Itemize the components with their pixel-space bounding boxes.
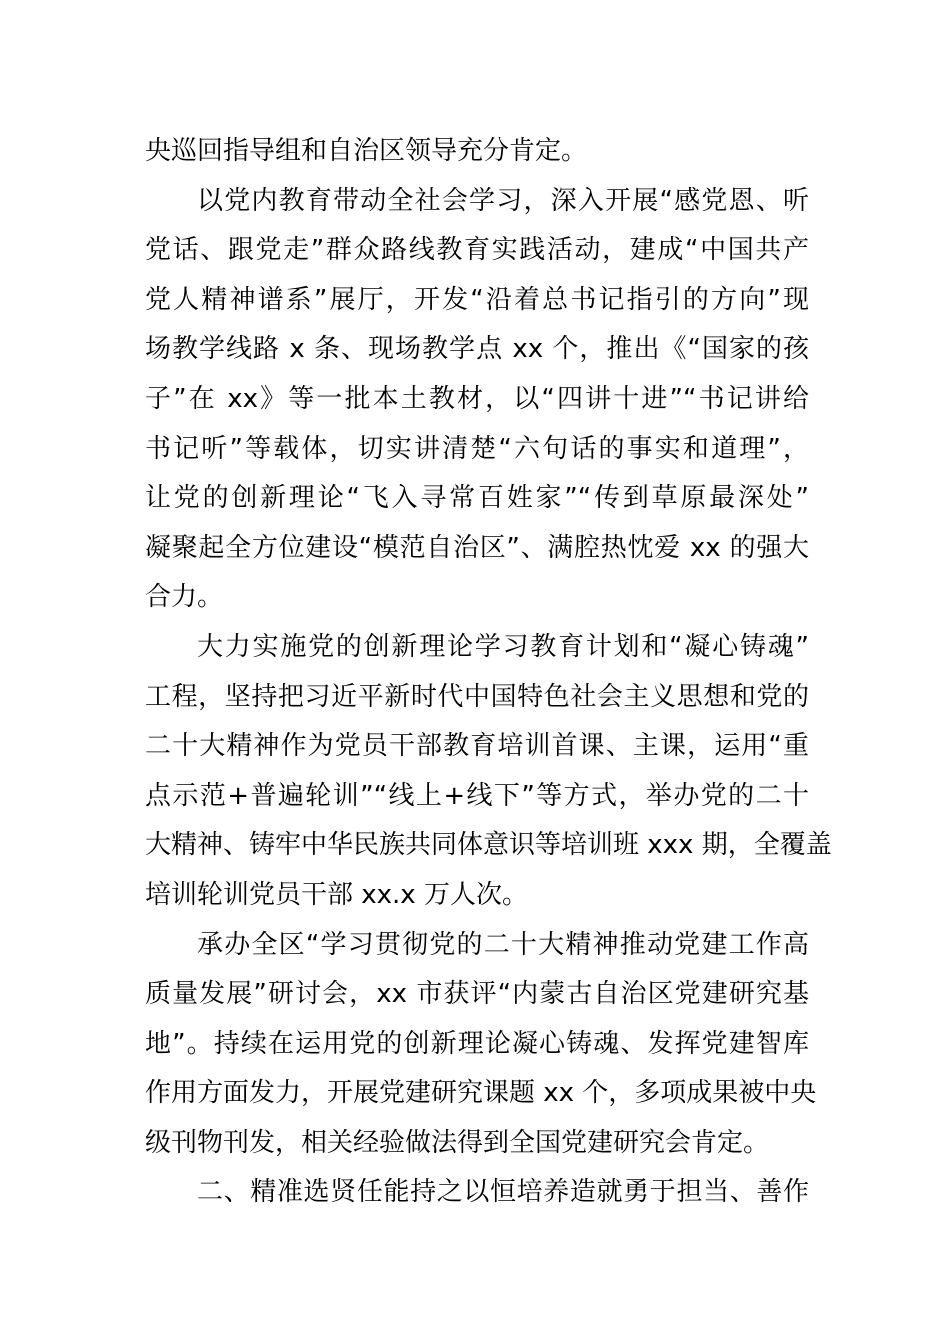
paragraph-4-line-4: 作用方面发力，开展党建研究课题 xx 个，多项成果被中央	[145, 1078, 817, 1109]
paragraph-3-line-5: 大精神、铸牢中华民族共同体意识等培训班 xxx 期，全覆盖	[145, 830, 832, 861]
section-heading-line-1: 二、精准选贤任能持之以恒培养造就勇于担当、善作	[197, 1177, 809, 1208]
paragraph-2-line-9: 合力。	[145, 582, 224, 613]
paragraph-3-line-6: 培训轮训党员干部 xx.x 万人次。	[145, 879, 528, 910]
paragraph-2-line-2: 党话、跟党走”群众路线教育实践活动，建成“中国共产	[145, 235, 809, 266]
paragraph-4-line-5: 级刊物刊发，相关经验做法得到全国党建研究会肯定。	[145, 1127, 770, 1158]
paragraph-2-line-8: 凝聚起全方位建设“模范自治区”、满腔热忱爱 xx 的强大	[145, 532, 809, 563]
paragraph-4-line-1: 承办全区“学习贯彻党的二十大精神推动党建工作高	[197, 929, 809, 960]
document-body	[145, 127, 832, 1218]
paragraph-3-line-1: 大力实施党的创新理论学习教育计划和“凝心铸魂”	[197, 631, 809, 662]
paragraph-3-line-3: 二十大精神作为党员干部教育培训首课、主课，运用“重	[145, 731, 809, 762]
paragraph-2-line-3: 党人精神谱系”展厅，开发“沿着总书记指引的方向”现	[145, 284, 809, 315]
paragraph-3-line-4: 点示范+普遍轮训”“线上+线下”等方式，举办党的二十	[145, 780, 809, 811]
paragraph-2-line-7: 让党的创新理论“飞入寻常百姓家”“传到草原最深处”	[145, 483, 809, 514]
paragraph-2-line-1: 以党内教育带动全社会学习，深入开展“感党恩、听	[197, 185, 809, 216]
paragraph-3-line-2: 工程，坚持把习近平新时代中国特色社会主义思想和党的	[145, 681, 809, 712]
paragraph-1-line-1: 央巡回指导组和自治区领导充分肯定。	[145, 136, 588, 166]
paragraph-2-line-4: 场教学线路 x 条、现场教学点 xx 个，推出《“国家的孩	[145, 334, 809, 365]
paragraph-2-line-5: 子”在 xx》等一批本土教材，以“四讲十进”“书记讲给	[145, 383, 809, 414]
paragraph-2-line-6: 书记听”等载体，切实讲清楚“六句话的事实和道理”，	[145, 433, 809, 464]
paragraph-4-line-2: 质量发展”研讨会，xx 市获评“内蒙古自治区党建研究基	[145, 979, 809, 1010]
paragraph-4-line-3: 地”。持续在运用党的创新理论凝心铸魂、发挥党建智库	[145, 1028, 809, 1059]
